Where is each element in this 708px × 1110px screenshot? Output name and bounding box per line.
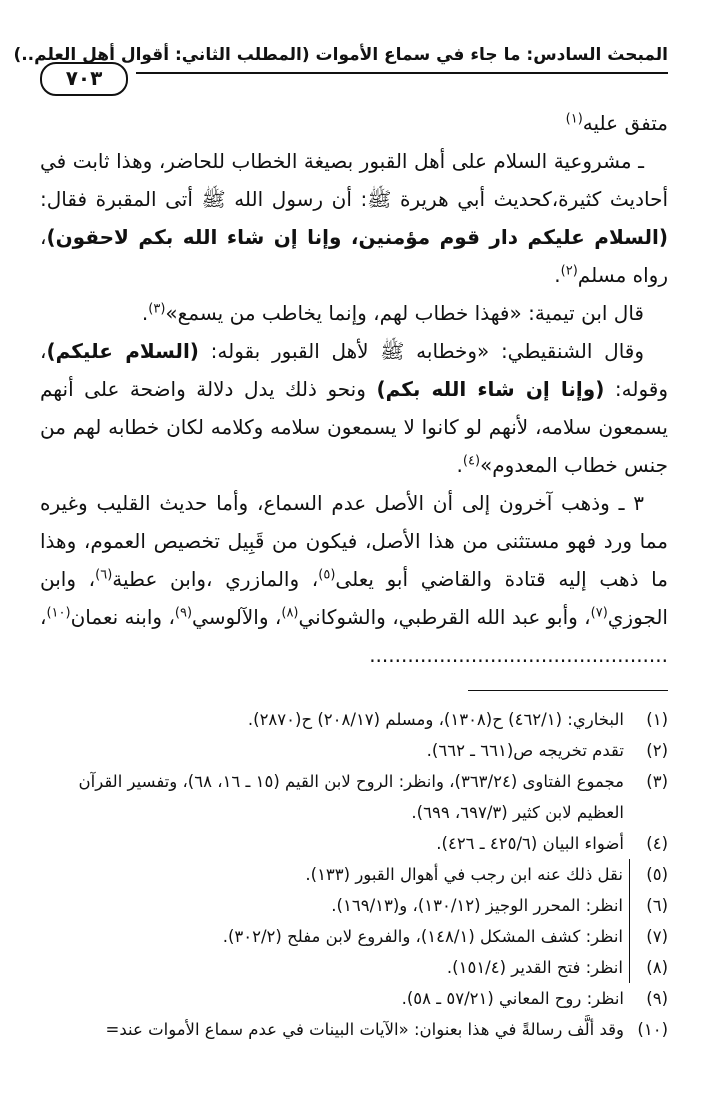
- footnote-number: (٧): [629, 921, 668, 952]
- paragraph-3: [40, 294, 668, 332]
- footnote-text: تقدم تخريجه ص(٦٦١ ـ ٦٦٢).: [426, 741, 624, 760]
- text: ، والمازري ،وابن عطية: [112, 567, 319, 591]
- footnote: [40, 828, 668, 859]
- footnote: [40, 735, 668, 766]
- bold-quote: (السلام عليكم): [46, 339, 199, 363]
- text: وقال الشنقيطي: «وخطابه ﷺ لأهل القبور بقوله:: [198, 339, 645, 363]
- footnote-ref: (٢): [560, 263, 578, 279]
- footnote-text: انظر: المحرر الوجيز (١٣٠/١٢)، و(١٦٩/١٣).: [331, 896, 623, 915]
- text: ٣ ـ وذهب آخرون إلى أن الأصل عدم السماع، وأما حديث القليب وغيره مما ورد فهو مستثنى من هذا الأصل، فيكون من قَبِيل تخصيص العموم، وهذا ما ذهب إليه قتادة والقاضي أبو يعلى: [40, 491, 668, 591]
- footnotes: [40, 704, 668, 1045]
- text: ـ مشروعية السلام على أهل القبور بصيغة الخطاب للحاضر، وهذا ثابت في أحاديث كثيرة،كحديث أبي هريرة ﷺ: أن رسول الله ﷺ أتى المقبرة فقال:: [40, 149, 668, 211]
- bold-quote: (وإنا إن شاء الله بكم): [376, 377, 605, 401]
- text: متفق عليه: [582, 111, 668, 135]
- paragraph-1: [40, 104, 668, 142]
- footnote-ref: (٣): [148, 301, 166, 317]
- footnote-text: نقل ذلك عنه ابن رجب في أهوال القبور (١٣٣).: [305, 865, 623, 884]
- footnote: [40, 921, 668, 952]
- text: ، ...............................................: [40, 605, 668, 667]
- footnote-ref: (١٠): [46, 605, 71, 621]
- main-text: [40, 104, 668, 674]
- text: ، وابنه نعمان: [70, 605, 175, 629]
- footnote-ref: (١): [565, 111, 583, 127]
- footnote-text: البخاري: (٤٦٢/١) ح(١٣٠٨)، ومسلم (٢٠٨/١٧) ح(٢٨٧٠).: [247, 710, 624, 729]
- footnote-number: (١): [646, 710, 668, 729]
- page-number: ٧٠٣: [40, 62, 128, 96]
- text: ، وأبو عبد الله القرطبي، والشوكاني: [298, 605, 591, 629]
- footnote-text: انظر: كشف المشكل (١٤٨/١)، والفروع لابن مفلح (٣٠٢/٢).: [222, 927, 623, 946]
- footnote-text: أضواء البيان (٤٢٥/٦ ـ ٤٢٦).: [436, 834, 624, 853]
- footnote-ref: (٦): [95, 567, 113, 583]
- footnote-number: (٢): [646, 741, 668, 760]
- footnote-ref: (٧): [590, 605, 608, 621]
- text: .: [456, 453, 463, 477]
- footnote: [40, 983, 668, 1014]
- header-rule: [136, 72, 668, 74]
- footnote: [40, 766, 668, 828]
- text: ، رواه مسلم: [40, 225, 668, 287]
- footnote-number: (٨): [629, 952, 668, 983]
- text: ، والآلوسي: [192, 605, 282, 629]
- footnote-ref: (٤): [462, 453, 481, 469]
- footnote-number: (٤): [646, 834, 668, 853]
- footnote-text: مجموع الفتاوى (٣٦٣/٢٤)، وانظر: الروح لابن القيم (١٥ ـ ١٦، ٦٨)، وتفسير القرآن العظيم لابن كثير (٦٩٧/٣، ٦٩٩).: [78, 772, 624, 822]
- running-header: [13, 42, 668, 104]
- footnote-ref: (٨): [281, 605, 299, 621]
- paragraph-4: [40, 332, 668, 484]
- paragraph-5: [40, 484, 668, 674]
- header-title: المبحث السادس: ما جاء في سماع الأموات (المطلب الثاني: أقوال أهل العلم..): [13, 45, 668, 65]
- footnote: [40, 704, 668, 735]
- footnote-ref: (٥): [318, 567, 336, 583]
- text: ، وابن الجوزي: [40, 567, 668, 629]
- footnote: [40, 952, 668, 983]
- footnote-ref: (٩): [174, 605, 193, 621]
- footnote-number: (١٠): [637, 1020, 668, 1039]
- footnote-number: (٣): [646, 772, 668, 791]
- footnote: [40, 859, 668, 890]
- footnote: [40, 1014, 668, 1045]
- text: ونحو ذلك يدل دلالة واضحة على أنهم يسمعون سلامه، لأنهم لو كانوا لا يسمعون سلامه وكلامه لكان خطابه لهم من جنس خطاب المعدوم»: [40, 377, 668, 477]
- paragraph-2: [40, 142, 668, 294]
- footnote-number: (٦): [629, 890, 668, 921]
- text: .: [141, 301, 149, 325]
- footnote: [40, 890, 668, 921]
- footnote-number: (٥): [629, 859, 668, 890]
- footnote-text: انظر: فتح القدير (١٥١/٤).: [446, 958, 623, 977]
- text: .: [554, 263, 561, 287]
- text: ، وقوله:: [40, 339, 668, 401]
- text: قال ابن تيمية: «فهذا خطاب لهم، وإنما يخاطب من يسمع»: [165, 301, 644, 325]
- footnote-text: انظر: روح المعاني (٥٧/٢١ ـ ٥٨).: [401, 989, 624, 1008]
- bold-quote: (السلام عليكم دار قوم مؤمنين، وإنا إن شاء الله بكم لاحقون): [46, 225, 668, 249]
- footnote-number: (٩): [646, 989, 668, 1008]
- footnote-text: وقد ألَّف رسالةً في هذا بعنوان: «الآيات البينات في عدم سماع الأموات عند=: [105, 1020, 624, 1039]
- footnote-separator: [468, 690, 668, 691]
